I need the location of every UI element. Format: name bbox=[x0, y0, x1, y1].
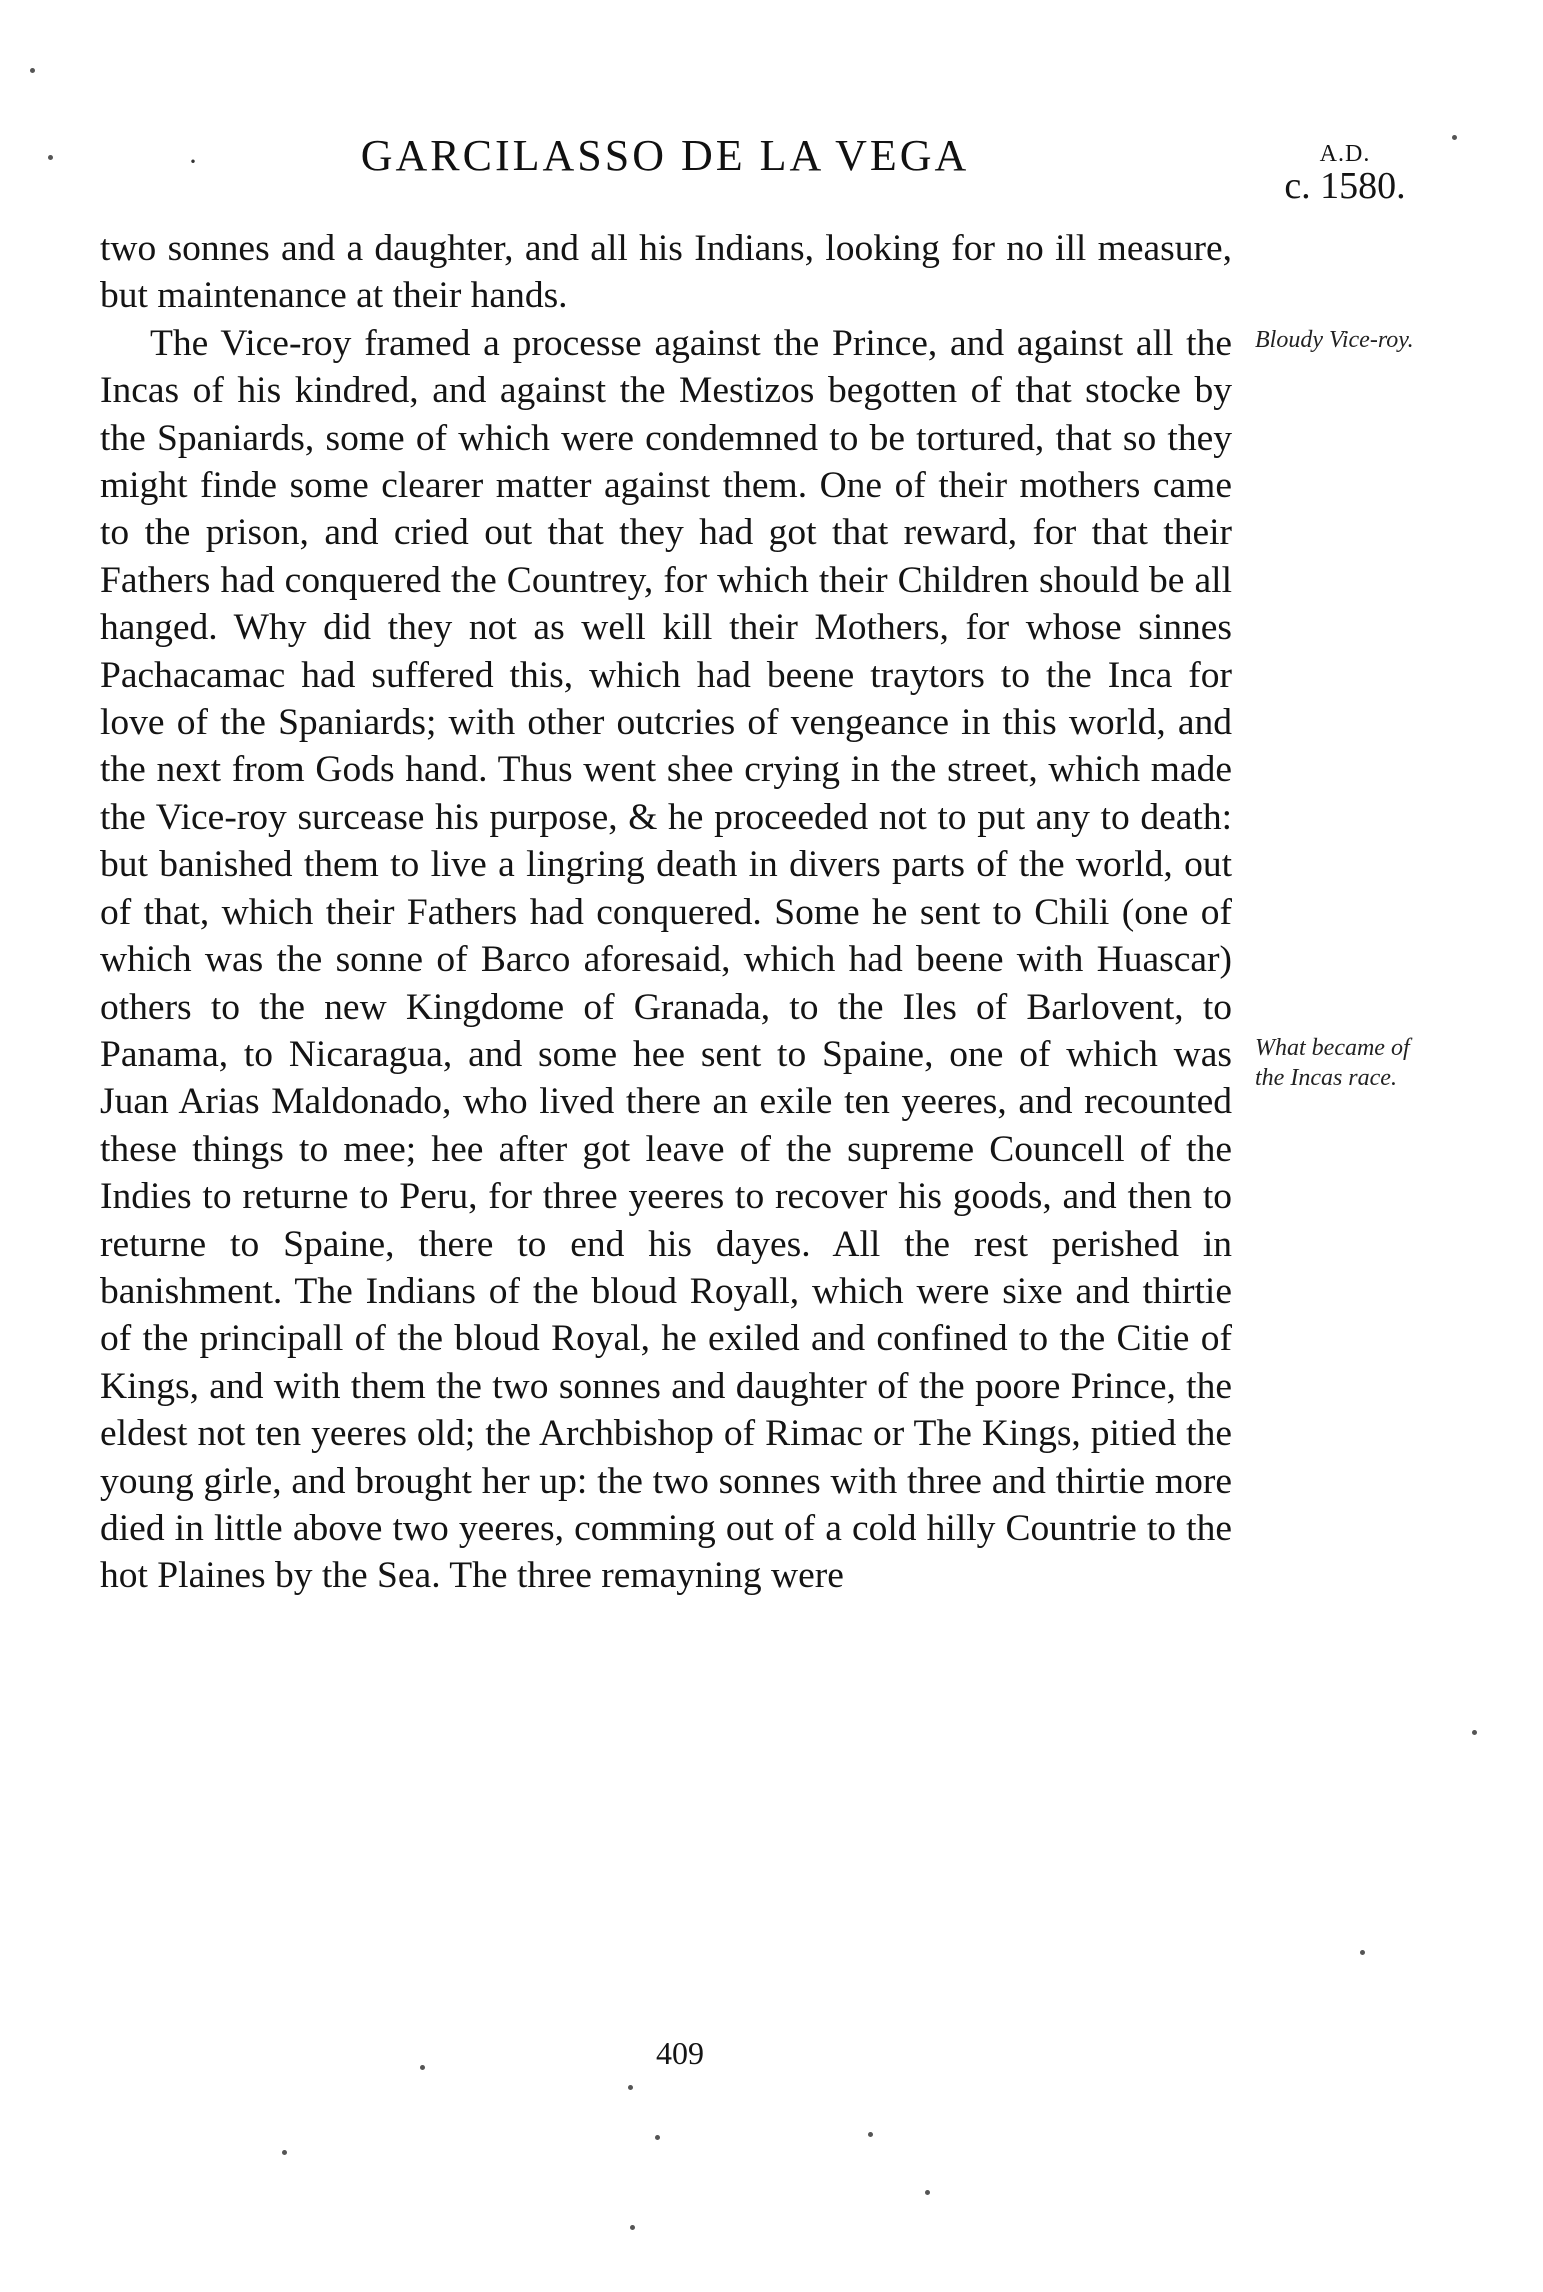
paper-speck bbox=[868, 2132, 873, 2137]
paper-speck bbox=[420, 2065, 425, 2070]
paper-speck bbox=[925, 2190, 930, 2195]
date-block bbox=[1270, 142, 1420, 207]
paper-speck bbox=[1452, 135, 1457, 140]
paper-speck bbox=[630, 2225, 635, 2230]
paper-speck bbox=[282, 2150, 287, 2155]
margin-note-bloudy-viceroy: Bloudy Vice-roy. bbox=[1255, 327, 1414, 353]
paragraph-continuation: two sonnes and a daughter, and all his Indians, looking for no ill measure, but maintenance at their hands. bbox=[100, 228, 1232, 317]
margin-note-incas-race: What became of the Incas race. bbox=[1255, 1035, 1410, 1091]
running-title: GARCILASSO DE LA VEGA bbox=[360, 131, 970, 180]
body-text bbox=[100, 225, 1232, 1600]
paper-speck bbox=[48, 155, 53, 160]
paper-speck bbox=[655, 2135, 660, 2140]
date-value: c. 1580. bbox=[1284, 165, 1406, 208]
paper-speck bbox=[1360, 1950, 1365, 1955]
paper-speck bbox=[1472, 1730, 1477, 1735]
date-label: A.D. bbox=[1319, 141, 1371, 167]
paper-speck bbox=[30, 68, 35, 73]
paragraph-main: The Vice-roy framed a processe against the Prince, and against all the Incas of his kindred, and against the Mestizos begotten of that stocke by the Spaniards, some of which were condemned to be tortured, that so they might finde some clearer matter against them. One of their mothers came to the prison, and cried out that they had got that reward, for that their Fathers had conquered the Countrey, for which their Children should be all hanged. Why did they not as well kill their Mothers, for whose sinnes Pachacamac had suffered this, which had beene traytors to the Inca for love of the Spaniards; with other outcries of vengeance in this world, and the next from Gods hand. Thus went shee crying in the street, which made the Vice-roy surcease his purpose, & he proceeded not to put any to death: but banished them to live a lingring death in divers parts of the world, out of that, which their Fathers had conquered. Some he sent to Chili (one of which was the sonne of Barco aforesaid, which had beene with Huascar) others to the new Kingdome of Granada, to the Iles of Barlovent, to Panama, to Nicaragua, and some hee sent to Spaine, one of which was Juan Arias Maldonado, who lived there an exile ten yeeres, and recounted these things to mee; hee after got leave of the supreme Councell of the Indies to returne to Peru, for three yeeres to recover his goods, and then to returne to Spaine, there to end his dayes. All the rest perished in banishment. The Indians of the bloud Royall, which were sixe and thirtie of the principall of the bloud Royal, he exiled and confined to the Citie of Kings, and with them the two sonnes and daughter of the poore Prince, the eldest not ten yeeres old; the Archbishop of Rimac or The Kings, pitied the young girle, and brought her up: the two sonnes with three and thirtie more died in little above two yeeres, comming out of a cold hilly Countrie to the hot Plaines by the Sea. The three remayning were bbox=[100, 322, 1232, 1597]
paper-speck bbox=[628, 2085, 633, 2090]
header-ornament-dot: · bbox=[188, 145, 198, 178]
page-number: 409 bbox=[656, 2035, 704, 2071]
